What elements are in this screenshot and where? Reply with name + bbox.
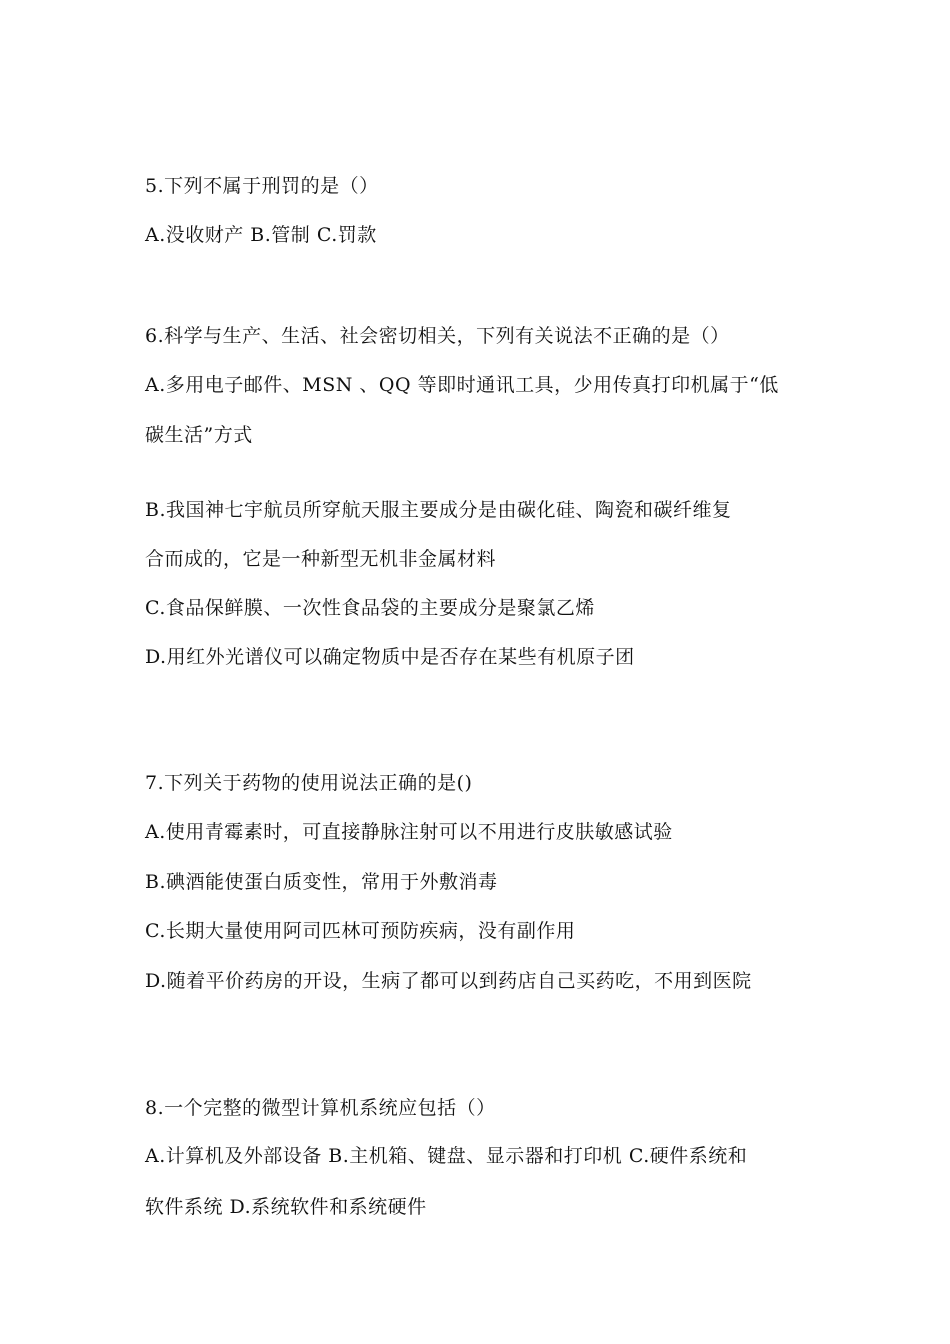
question-option-continuation: 软件系统 D.系统软件和系统硬件: [145, 1196, 427, 1218]
question-option: C.食品保鲜膜、一次性食品袋的主要成分是聚氯乙烯: [145, 597, 595, 619]
question-option: A.没收财产 B.管制 C.罚款: [145, 224, 377, 246]
question-option: B.碘酒能使蛋白质变性，常用于外敷消毒: [145, 871, 498, 893]
question-stem: 5.下列不属于刑罚的是（）: [145, 175, 379, 197]
question-option: A.使用青霉素时，可直接静脉注射可以不用进行皮肤敏感试验: [145, 821, 673, 843]
question-stem: 6.科学与生产、生活、社会密切相关，下列有关说法不正确的是（）: [145, 325, 730, 347]
question-stem: 7.下列关于药物的使用说法正确的是(): [145, 772, 473, 794]
question-option: A.多用电子邮件、MSN 、QQ 等即时通讯工具，少用传真打印机属于“低: [145, 374, 779, 396]
question-option-continuation: 碳生活”方式: [145, 424, 253, 446]
question-option: A.计算机及外部设备 B.主机箱、键盘、显示器和打印机 C.硬件系统和: [145, 1145, 748, 1167]
question-option: D.随着平价药房的开设，生病了都可以到药店自己买药吃，不用到医院: [145, 970, 752, 992]
question-option: D.用红外光谱仪可以确定物质中是否存在某些有机原子团: [145, 646, 635, 668]
question-option-continuation: 合而成的，它是一种新型无机非金属材料: [145, 548, 497, 570]
question-stem: 8.一个完整的微型计算机系统应包括（）: [145, 1097, 496, 1119]
question-option: B.我国神七宇航员所穿航天服主要成分是由碳化硅、陶瓷和碳纤维复: [145, 499, 732, 521]
question-option: C.长期大量使用阿司匹林可预防疾病，没有副作用: [145, 920, 576, 942]
